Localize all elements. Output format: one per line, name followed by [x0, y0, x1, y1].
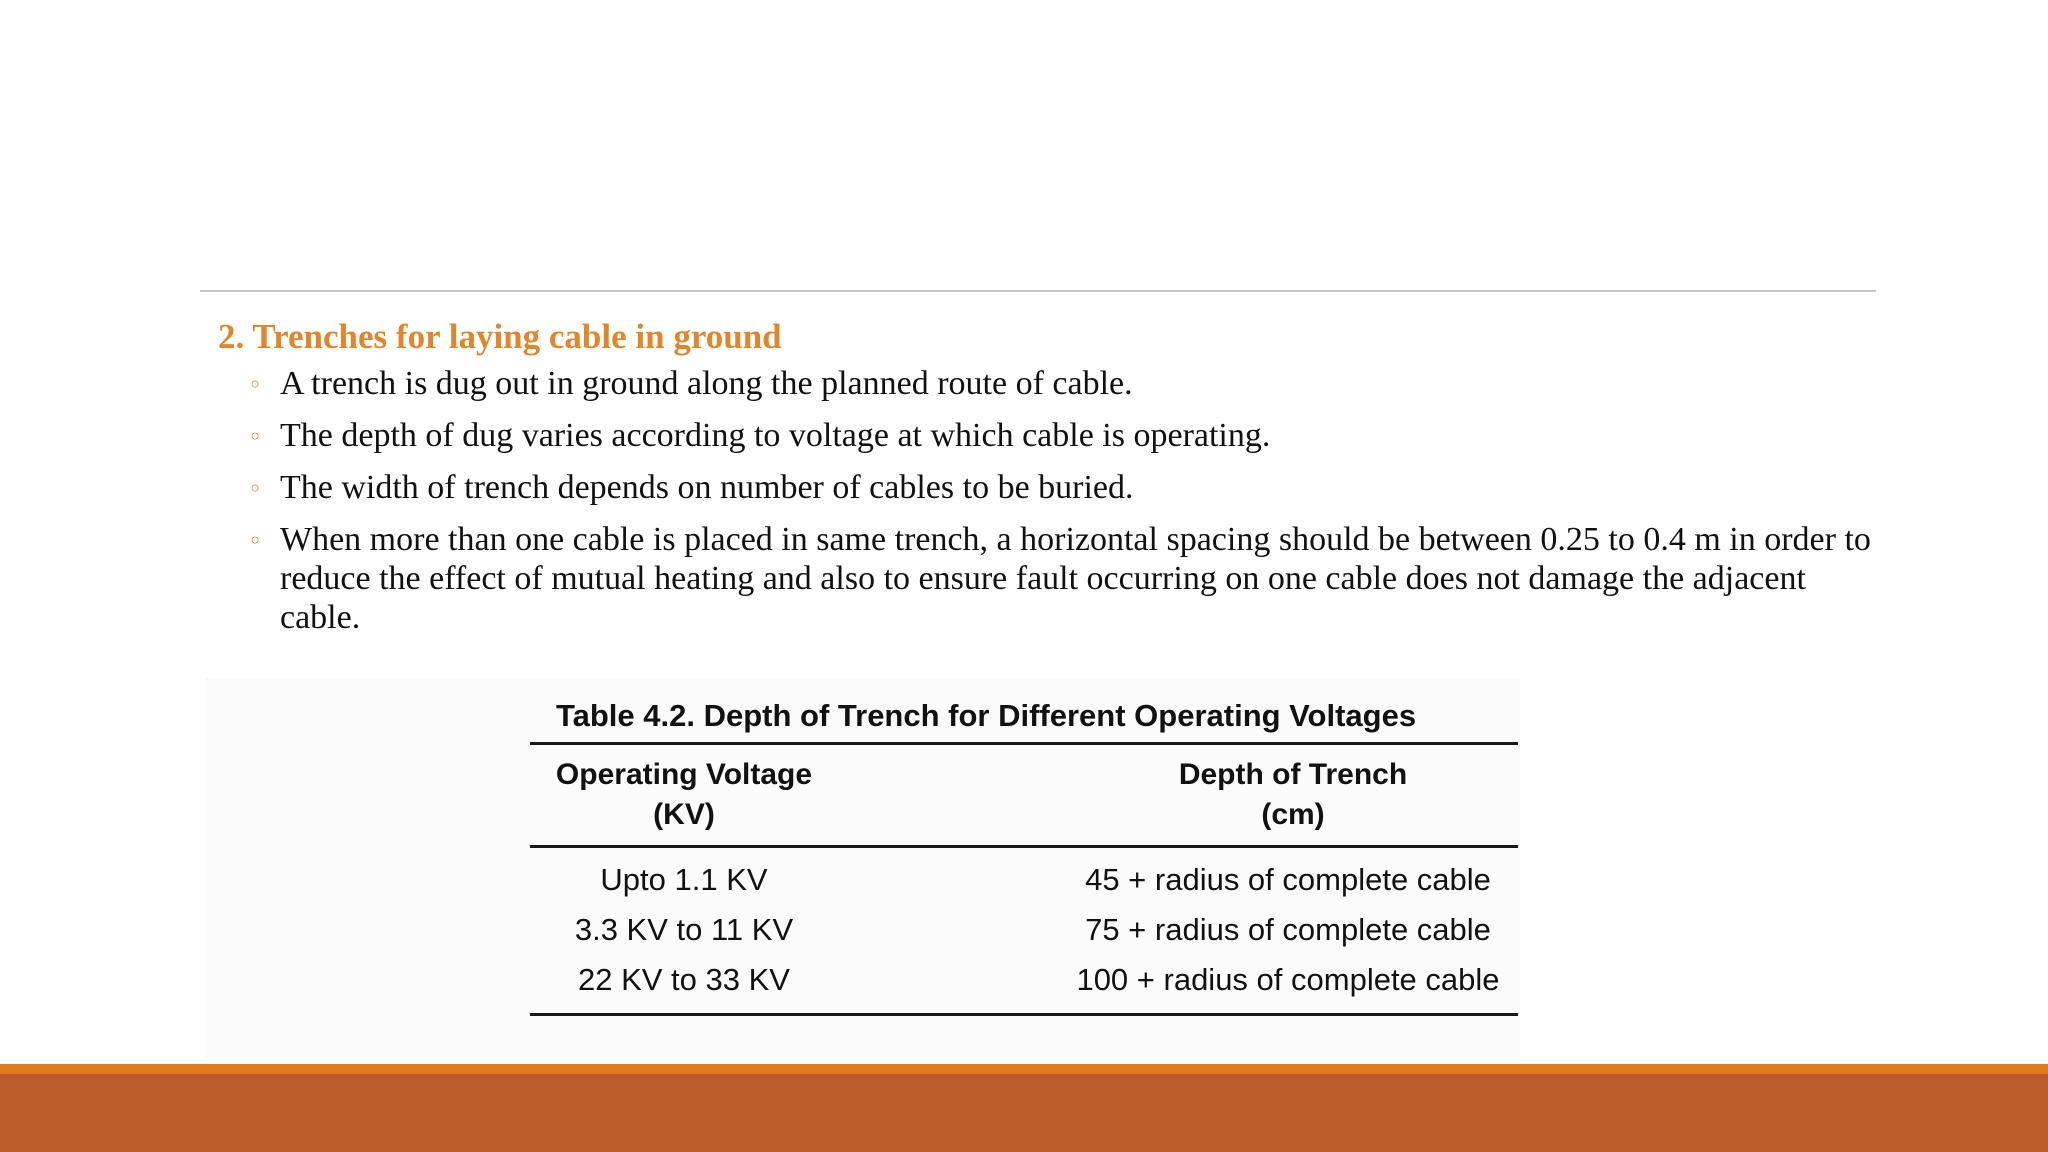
voltage-cell: 22 KV to 33 KV: [578, 962, 790, 997]
depth-cell: 75 + radius of complete cable: [1085, 912, 1491, 947]
bullet-circle-icon: ◦: [248, 371, 263, 399]
header-divider: [200, 290, 1876, 292]
footer-bar: [0, 1074, 2048, 1152]
bullet-circle-icon: ◦: [248, 423, 263, 451]
bullet-item: [200, 520, 1876, 637]
bullet-circle-icon: ◦: [248, 475, 263, 503]
depth-cell: 45 + radius of complete cable: [1085, 862, 1491, 897]
bullet-text: The width of trench depends on number of cables to be buried.: [280, 469, 1134, 506]
voltage-cell: Upto 1.1 KV: [600, 862, 768, 897]
voltage-cell: 3.3 KV to 11 KV: [574, 912, 794, 947]
table-row: [530, 955, 1518, 1005]
table-bottom-rule: [530, 1013, 1518, 1016]
column-header-line: (cm): [1261, 798, 1325, 831]
column-header-voltage: [534, 755, 834, 835]
bullet-text: A trench is dug out in ground along the planned route of cable.: [280, 365, 1133, 402]
bullet-list: [200, 364, 1876, 637]
column-header-line: Depth of Trench: [1178, 758, 1408, 791]
bullet-circle-icon: ◦: [248, 527, 263, 555]
column-header-line: Operating Voltage: [555, 758, 813, 791]
table-body: [530, 848, 1518, 1013]
bullet-text: The depth of dug varies according to voltage at which cable is operating.: [280, 417, 1271, 454]
footer-accent-stripe: [0, 1064, 2048, 1074]
trench-depth-table: [530, 690, 1518, 1016]
depth-cell: 100 + radius of complete cable: [1076, 962, 1500, 997]
bullet-item: [200, 416, 1876, 455]
column-header-depth: [1068, 755, 1518, 835]
column-header-line: (KV): [653, 798, 715, 831]
table-header-row: [530, 745, 1518, 845]
table-row: [530, 905, 1518, 955]
slide-heading: 2. Trenches for laying cable in ground: [218, 317, 782, 356]
bullet-item: [200, 364, 1876, 403]
bullet-item: [200, 468, 1876, 507]
table-row: [530, 855, 1518, 905]
bullet-text: When more than one cable is placed in same trench, a horizontal spacing should be between 0.25 to 0.4 m in order to reduce the effect of mutual heating and also to ensure fault occurring on one cable does not damage the adjacent cable.: [280, 521, 1871, 636]
table-title: Table 4.2. Depth of Trench for Different Operating Voltages: [556, 698, 1417, 733]
slide-content: [200, 310, 1876, 650]
